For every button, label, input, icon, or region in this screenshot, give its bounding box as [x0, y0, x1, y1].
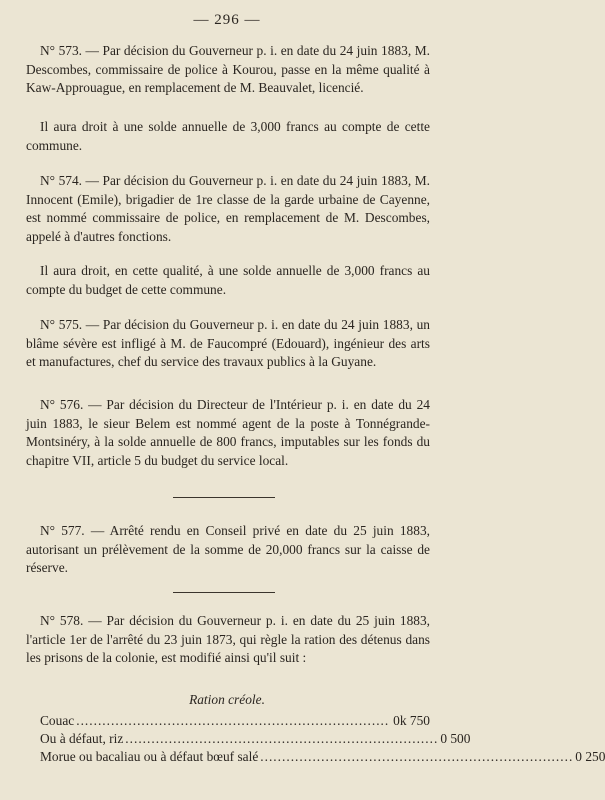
page-number: — 296 — [193, 12, 261, 28]
decision-573-salary: Il aura droit à une solde annuelle de 3,000 francs au compte de cette commune. [26, 119, 430, 153]
ration-quantity: 0 500 [440, 731, 471, 746]
ration-item: Couac [40, 713, 75, 728]
decision-578: N° 578. — Par décision du Gouverneur p. i. en date du 25 juin 1883, l'article 1er de l'arrêté du 23 juin 1873, qui règle la ration des détenus dans les prisons de la colonie, est modifié ainsi qu'il suit : [26, 613, 430, 666]
decision-577: N° 577. — Arrêté rendu en Conseil privé en date du 25 juin 1883, autorisant un prélèvement de la somme de 20,000 francs sur la caisse de réserve. [26, 523, 430, 576]
decision-574-salary: Il aura droit, en cette qualité, à une solde annuelle de 3,000 francs au compte du budget de cette commune. [26, 263, 430, 297]
ration-item: Morue ou bacaliau ou à défaut bœuf salé [40, 749, 259, 764]
ration-title: Ration créole. [189, 692, 265, 707]
separator-rule [173, 497, 275, 498]
leader-dots: ........................................................................ [260, 749, 574, 764]
decision-576: N° 576. — Par décision du Directeur de l'Intérieur p. i. en date du 24 juin 1883, le sieur Belem est nommé agent de la poste à Tonnégrande-Montsinéry, à la solde annuelle de 800 francs, imputables sur les fonds du chapitre VII, article 5 du budget du service local. [26, 397, 430, 468]
leader-dots: ........................................................................ [76, 713, 390, 728]
decision-575: N° 575. — Par décision du Gouverneur p. i. en date du 24 juin 1883, un blâme sévère est infligé à M. de Faucompré (Edouard), ingénieur des arts et manufactures, chef du service des travaux publics à la Guyane. [26, 317, 430, 370]
ration-row [40, 712, 430, 730]
ration-item: Ou à défaut, riz [40, 731, 124, 746]
ration-row [40, 748, 605, 766]
decision-573: N° 573. — Par décision du Gouverneur p. i. en date du 24 juin 1883, M. Descombes, commissaire de police à Kourou, passe en la même qualité à Kaw-Approuague, en remplacement de M. Beauvalet, licencié. [26, 43, 430, 96]
ration-row [40, 730, 471, 748]
ration-quantity: 0k 750 [393, 713, 430, 728]
leader-dots: ........................................................................ [125, 731, 439, 746]
separator-rule [173, 592, 275, 593]
ration-quantity: 0 250 [575, 749, 605, 764]
decision-574: N° 574. — Par décision du Gouverneur p. i. en date du 24 juin 1883, M. Innocent (Emile), brigadier de 1re classe de la garde urbaine de Cayenne, est nommé commissaire de police, en remplacement de M. Descombes, appelé à d'autres fonctions. [26, 173, 430, 244]
